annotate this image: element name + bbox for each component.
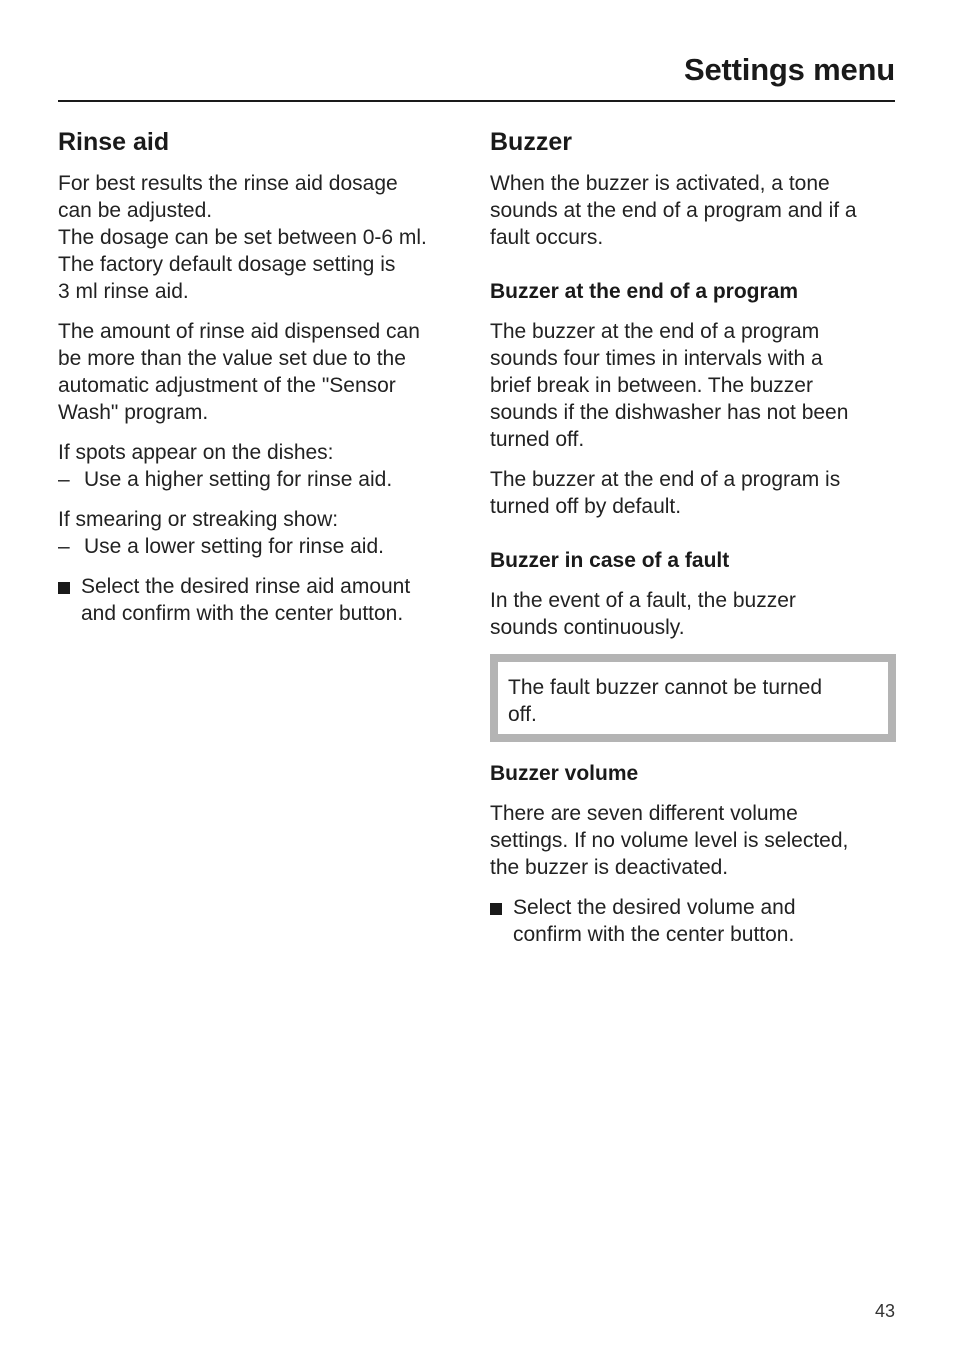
dash-marker: – — [58, 468, 70, 491]
text-line: For best results the rinse aid dosage — [58, 172, 398, 195]
dash-marker: – — [58, 535, 70, 558]
page-header — [58, 48, 895, 102]
rinse-aid-section — [58, 124, 466, 640]
text-line: sounds continuously. — [490, 616, 685, 639]
text-line: and confirm with the center button. — [81, 602, 404, 625]
text-line: settings. If no volume level is selected, — [490, 829, 849, 852]
text-line: can be adjusted. — [58, 199, 213, 222]
buzzer-section — [490, 124, 896, 961]
smearing-dash-item — [58, 533, 466, 560]
smearing-intro: If smearing or streaking show: — [58, 508, 339, 531]
rinse-aid-heading: Rinse aid — [58, 128, 170, 156]
text-line: be more than the value set due to the — [58, 347, 406, 370]
buzzer-volume-heading: Buzzer volume — [490, 762, 639, 785]
text-line: turned off. — [490, 428, 585, 451]
text-line: Wash" program. — [58, 401, 209, 424]
text-line: The buzzer at the end of a program is — [490, 468, 841, 491]
rinse-aid-action-step — [58, 573, 466, 627]
text-line: off. — [508, 703, 537, 726]
square-bullet-icon — [58, 582, 70, 594]
text-line: sounds at the end of a program and if a — [490, 199, 857, 222]
text-line: automatic adjustment of the "Sensor — [58, 374, 396, 397]
buzzer-volume-paragraph — [490, 800, 896, 881]
text-line: Select the desired rinse aid amount — [81, 575, 411, 598]
fault-buzzer-note-box — [490, 654, 896, 742]
buzzer-fault-heading: Buzzer in case of a fault — [490, 549, 730, 572]
text-line: The buzzer at the end of a program — [490, 320, 820, 343]
buzzer-intro-paragraph — [490, 170, 896, 251]
buzzer-end-program-paragraph — [490, 318, 896, 453]
text-line: The dosage can be set between 0-6 ml. — [58, 226, 427, 249]
text-line: fault occurs. — [490, 226, 604, 249]
text-line: Select the desired volume and — [513, 896, 796, 919]
spots-item-text: Use a higher setting for rinse aid. — [84, 468, 393, 491]
page-title: Settings menu — [684, 52, 895, 87]
text-line: 3 ml rinse aid. — [58, 280, 189, 303]
buzzer-end-program-heading: Buzzer at the end of a program — [490, 280, 799, 303]
page-number: 43 — [874, 1301, 895, 1321]
text-line: turned off by default. — [490, 495, 682, 518]
buzzer-heading: Buzzer — [490, 128, 572, 156]
text-line: brief break in between. The buzzer — [490, 374, 813, 397]
spots-instruction — [58, 439, 466, 493]
text-line: the buzzer is deactivated. — [490, 856, 729, 879]
text-line: There are seven different volume — [490, 802, 798, 825]
buzzer-end-program-default-paragraph — [490, 466, 896, 520]
text-line: When the buzzer is activated, a tone — [490, 172, 830, 195]
buzzer-fault-paragraph — [490, 587, 896, 641]
spots-intro: If spots appear on the dishes: — [58, 441, 334, 464]
text-line: sounds if the dishwasher has not been — [490, 401, 849, 424]
buzzer-volume-action-step — [490, 894, 896, 948]
square-bullet-icon — [490, 903, 502, 915]
text-line: The factory default dosage setting is — [58, 253, 396, 276]
text-line: The amount of rinse aid dispensed can — [58, 320, 420, 343]
text-line: The fault buzzer cannot be turned — [508, 676, 823, 699]
rinse-aid-sensor-wash-paragraph — [58, 318, 466, 426]
spots-dash-item — [58, 466, 466, 493]
smearing-instruction — [58, 506, 466, 560]
text-line: confirm with the center button. — [513, 923, 795, 946]
text-line: sounds four times in intervals with a — [490, 347, 823, 370]
rinse-aid-dosage-paragraph — [58, 170, 466, 305]
text-line: In the event of a fault, the buzzer — [490, 589, 796, 612]
smearing-item-text: Use a lower setting for rinse aid. — [84, 535, 384, 558]
